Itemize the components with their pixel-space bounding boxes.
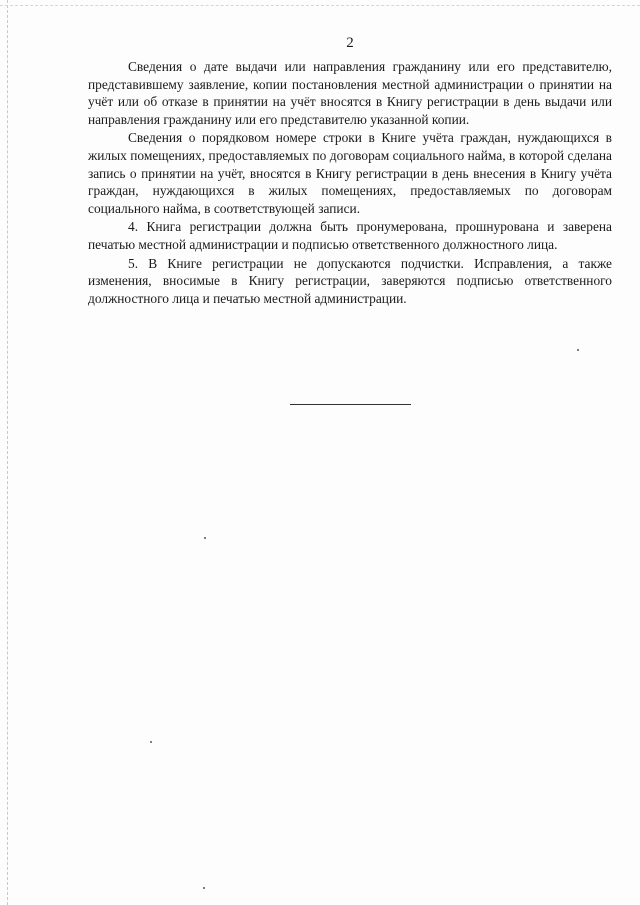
scan-speck	[204, 537, 206, 539]
paragraph-item-4: 4. Книга регистрации должна быть пронумерована, прошнурована и заверена печатью местной администрации и подписью ответственного должностного лица.	[88, 219, 612, 252]
paragraph-line-number-info: Сведения о порядковом номере строки в Книге учёта граждан, нуждающихся в жилых помещениях, предоставляемых по договорам социального найма, в которой сделана запись о принятии на учёт, вносятся в Книгу регистрации в день внесения в Книгу учёта граждан, нуждающихся в жилых помещениях, предоставляемых по договорам социального найма, в соответствующей записи.	[88, 130, 612, 216]
scan-speck	[203, 887, 205, 889]
paragraph-item-5: 5. В Книге регистрации не допускаются подчистки. Исправления, а также изменения, вносимые в Книгу регистрации, заверяются подписью ответственного должностного лица и печатью местной администрации.	[88, 255, 612, 306]
scan-top-edge	[0, 5, 640, 6]
page-number: 2	[346, 35, 354, 51]
scan-left-edge	[7, 0, 8, 905]
scan-speck	[577, 349, 579, 351]
paragraph-issue-date-info: Сведения о дате выдачи или направления гражданину или его представителю, представившему заявление, копии постановления местной администрации о принятии на учёт или об отказе в принятии на учёт вносятся в Книгу регистрации в день выдачи или направления гражданину или его представителю указанной копии.	[88, 59, 612, 127]
scan-speck	[150, 741, 152, 743]
end-separator-line	[290, 404, 411, 405]
document-body	[88, 58, 612, 308]
